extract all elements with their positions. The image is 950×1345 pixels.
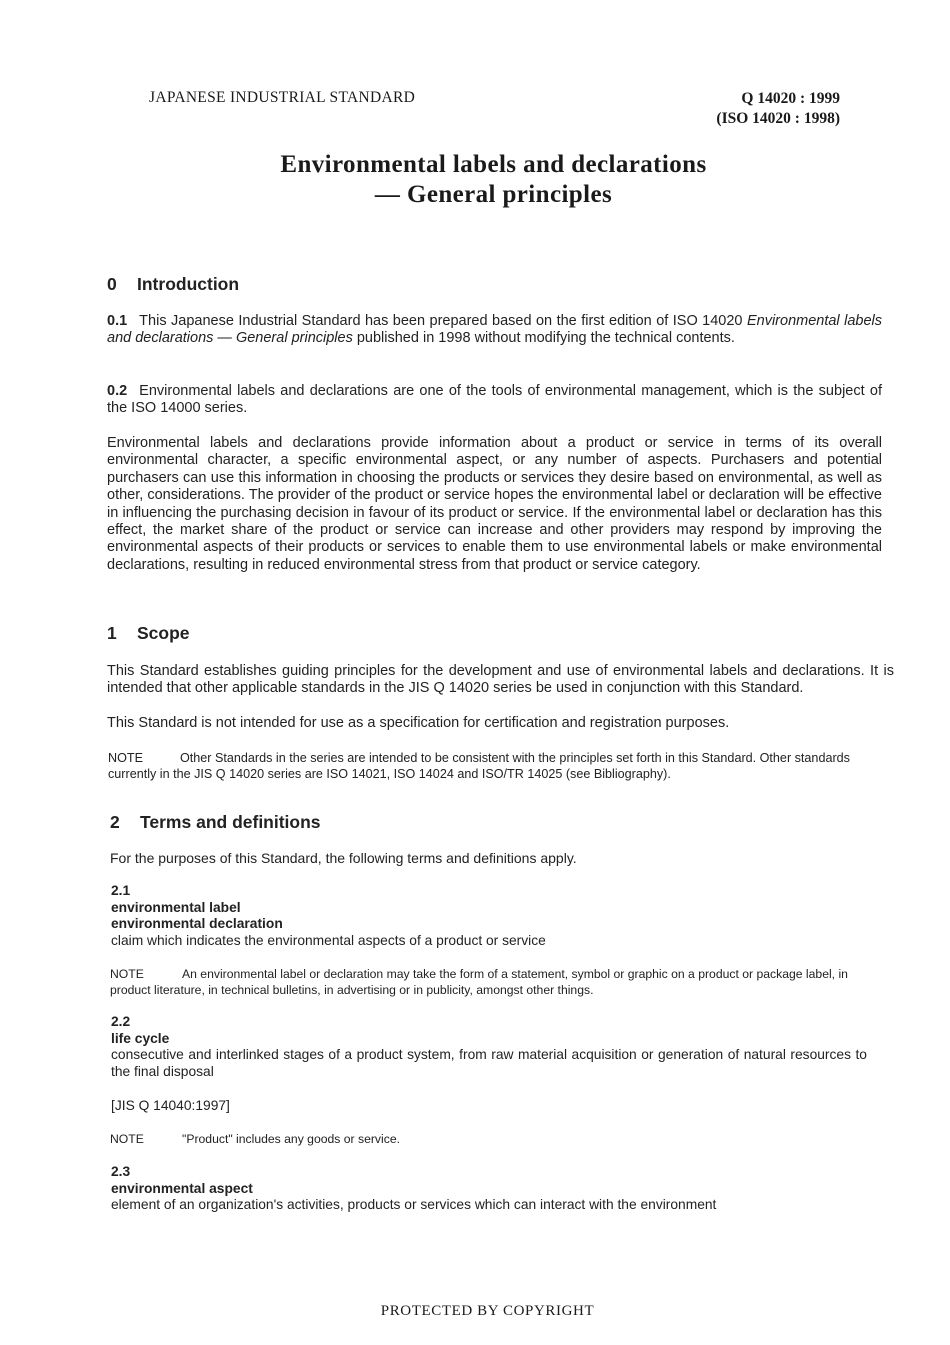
title-line-2: — General principles	[374, 181, 613, 208]
term-name: life cycle	[111, 1030, 170, 1046]
intro-paragraph: Environmental labels and declarations provide information about a product or service in terms of its overall environmental character, a specific environmental aspect, or any number of aspects. Purchasers and potential purchasers can use this information in choosing the products or services they desire based on environmental, as well as other, considerations. The provider of the product or service hopes the environmental label or declaration will be effective in influencing the purchasing decision in favour of its product or service. If the environmental label or declaration has this effect, the market share of the product or service can increase and other providers may respond by improving the environmental aspects of their products or services to enable them to use environmental labels or make environmental declarations, resulting in reduced environmental stress from that product or service category.	[107, 435, 882, 573]
term-2-1-note	[110, 966, 870, 998]
clause-text: Environmental labels and declarations are one of the tools of environmental management, which is the subject of the ISO 14000 series.	[107, 383, 882, 417]
scope-note	[108, 750, 894, 782]
iso-code: (ISO 14020 : 1998)	[716, 110, 840, 127]
section-heading-terms	[110, 812, 321, 833]
term-definition: consecutive and interlinked stages of a product system, from raw material acquisition or generation of natural resources to the final disposal	[111, 1047, 867, 1079]
title-line-1: Environmental labels and declarations	[280, 151, 707, 178]
term-number: 2.1	[111, 883, 131, 898]
standard-code-block	[716, 89, 840, 129]
copyright-footer: PROTECTED BY COPYRIGHT	[380, 1303, 595, 1319]
section-title: Scope	[137, 623, 190, 643]
clause-text: This Japanese Industrial Standard has been prepared based on the first edition of ISO 14020	[139, 313, 743, 329]
note-text: An environmental label or declaration may take the form of a statement, symbol or graphic on a product or package label, in product literature, in technical bulletins, in advertising or in publicity, amongst other things.	[110, 967, 848, 997]
clause-number: 0.2	[107, 383, 128, 399]
term-2-2-reference: [JIS Q 14040:1997]	[111, 1098, 230, 1113]
note-label: NOTE	[110, 1132, 144, 1146]
section-heading-introduction	[107, 274, 239, 295]
clause-number: 0.1	[107, 313, 128, 329]
note-label: NOTE	[110, 967, 144, 981]
standard-type-label: JAPANESE INDUSTRIAL STANDARD	[149, 89, 416, 106]
clause-0-1	[107, 313, 882, 348]
term-2-1	[111, 883, 871, 949]
section-title: Terms and definitions	[140, 812, 321, 832]
note-label: NOTE	[108, 751, 143, 765]
note-text: "Product" includes any goods or service.	[182, 1132, 400, 1146]
section-number: 0	[107, 274, 117, 294]
terms-intro: For the purposes of this Standard, the following terms and definitions apply.	[110, 850, 577, 866]
scope-paragraph-1: This Standard establishes guiding principles for the development and use of environmental labels and declarations. It is intended that other applicable standards in the JIS Q 14020 series be used in conjunction with this Standard.	[107, 663, 894, 697]
term-2-2	[111, 1014, 871, 1080]
term-number: 2.2	[111, 1014, 131, 1029]
clause-text-cont: published in 1998 without modifying the technical contents.	[356, 330, 735, 347]
scope-paragraph-2: This Standard is not intended for use as a specification for certification and registration purposes.	[107, 715, 730, 731]
section-heading-scope	[107, 623, 190, 644]
section-number: 2	[110, 812, 120, 832]
document-title	[0, 150, 950, 210]
term-definition: claim which indicates the environmental aspects of a product or service	[111, 932, 546, 948]
jis-code: Q 14020 : 1999	[741, 90, 840, 107]
cited-title: Environmental labels and declarations — General principles	[107, 313, 882, 347]
section-title: Introduction	[137, 274, 240, 294]
term-2-2-note	[110, 1131, 896, 1147]
term-2-3	[111, 1164, 871, 1214]
note-text: Other Standards in the series are intended to be consistent with the principles set forth in this Standard. Other standards currently in the JIS Q 14020 series are ISO 14021, ISO 14024 and ISO/TR 14025 (see Bibliography).	[108, 751, 850, 781]
term-name: environmental aspect	[111, 1180, 253, 1196]
term-definition: element of an organization's activities, products or services which can interact with the environment	[111, 1197, 717, 1212]
term-name-alt: environmental declaration	[111, 916, 283, 931]
clause-0-2	[107, 383, 882, 418]
term-name: environmental label	[111, 899, 241, 915]
section-number: 1	[107, 623, 117, 643]
term-number: 2.3	[111, 1164, 131, 1179]
